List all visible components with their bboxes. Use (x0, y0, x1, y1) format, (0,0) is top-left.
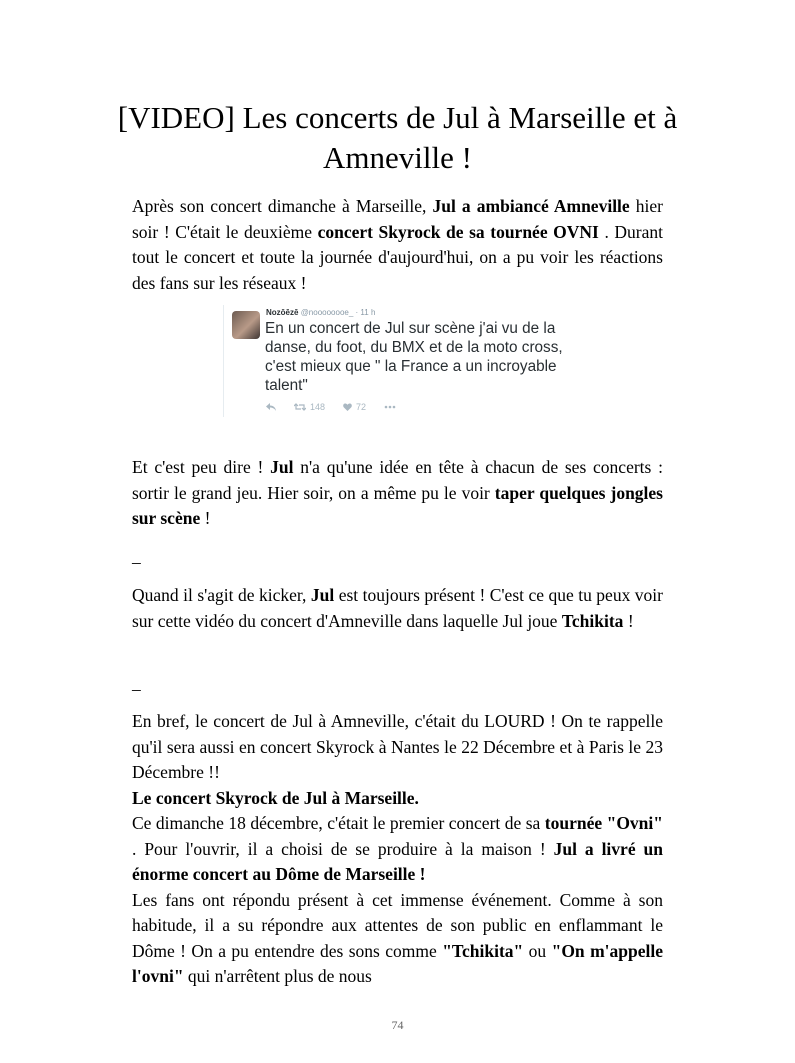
separator-dash: – (132, 552, 141, 572)
bold-run: Jul (310, 585, 335, 605)
bold-run: Tchikita (561, 610, 624, 631)
paragraph-tchikita (132, 583, 663, 634)
text-run: En bref, le concert de Jul à Amneville, c'était du LOURD ! On te rappelle qu'il sera aussi en concert Skyrock à Nantes le 22 Décembre et à Paris le 23 Décembre !! (132, 711, 663, 782)
tweet-handle[interactable]: @noooooooe_ · 11 h (300, 308, 376, 317)
page-number: 74 (391, 1018, 404, 1032)
bold-run: Jul a ambiancé Amneville (432, 196, 630, 216)
text-run: Et c'est peu dire ! (132, 457, 271, 477)
paragraph-en-bref (132, 709, 663, 786)
retweet-button[interactable] (294, 402, 325, 412)
text-run: hier soir ! C'était le deuxième (132, 196, 663, 242)
heart-icon (343, 403, 352, 411)
text-run: ! (623, 610, 634, 631)
avatar[interactable] (232, 311, 260, 339)
bold-run: "Tchikita" (442, 940, 524, 961)
intro-paragraph (132, 194, 663, 296)
paragraph-marseille (132, 811, 663, 888)
closing-section (132, 709, 663, 990)
text-run: . Durant tout le concert et toute la journée d'aujourd'hui, on a pu voir les réactions des fans sur les réseaux ! (132, 221, 663, 293)
more-icon[interactable] (384, 405, 396, 409)
separator-dash: – (132, 679, 141, 699)
text-run: Après son concert dimanche à Marseille, (132, 196, 433, 216)
paragraph-fans (132, 888, 663, 990)
bold-run: concert Skyrock de sa tournée OVNI (317, 221, 599, 242)
text-run: est toujours présent ! C'est ce que tu peux voir sur cette vidéo du concert d'Amneville dans laquelle Jul joue (132, 585, 663, 631)
bold-run: Jul (270, 457, 294, 477)
tweet-header (266, 308, 375, 317)
text-run: qui n'arrêtent plus de nous (183, 966, 372, 986)
like-count: 72 (356, 402, 367, 412)
text-run: Les fans ont répondu présent à cet immense événement. Comme à son habitude, il a su répondre aux attentes de son public en enflammant le Dôme ! On a pu entendre des sons comme (132, 889, 663, 961)
text-run: ! (200, 508, 211, 528)
bold-run: taper quelques jongles sur scène (132, 482, 663, 528)
subheading: Le concert Skyrock de Jul à Marseille. (132, 787, 419, 808)
embedded-tweet[interactable] (223, 305, 574, 417)
paragraph-jongles (132, 455, 663, 532)
text-run: Quand il s'agit de kicker, (132, 585, 311, 605)
bold-run: Jul a livré un énorme concert au Dôme de Marseille ! (132, 838, 663, 884)
reply-icon[interactable] (266, 403, 276, 411)
article-title: [VIDEO] Les concerts de Jul à Marseille et à Amneville ! (117, 100, 678, 175)
tweet-text: En un concert de Jul sur scène j'ai vu de la danse, du foot, du BMX et de la moto cross, c'est mieux que " la France a un incroyable talent" (265, 320, 563, 394)
retweet-icon (294, 403, 306, 411)
like-button[interactable] (343, 402, 366, 412)
bold-run: tournée "Ovni" (544, 813, 663, 833)
bold-run: "On m'appelle l'ovni" (132, 940, 664, 986)
retweet-count: 148 (310, 402, 326, 412)
text-run: . Pour l'ouvrir, il a choisi de se produire à la maison ! (132, 838, 554, 859)
text-run: n'a qu'une idée en tête à chacun de ses concerts : sortir le grand jeu. Hier soir, on a même pu le voir (132, 457, 663, 503)
text-run: Ce dimanche 18 décembre, c'était le premier concert de sa (132, 813, 545, 833)
tweet-actions (266, 402, 396, 412)
text-run: ou (523, 940, 552, 961)
tweet-author-name[interactable]: Nozōēzē (266, 308, 299, 317)
